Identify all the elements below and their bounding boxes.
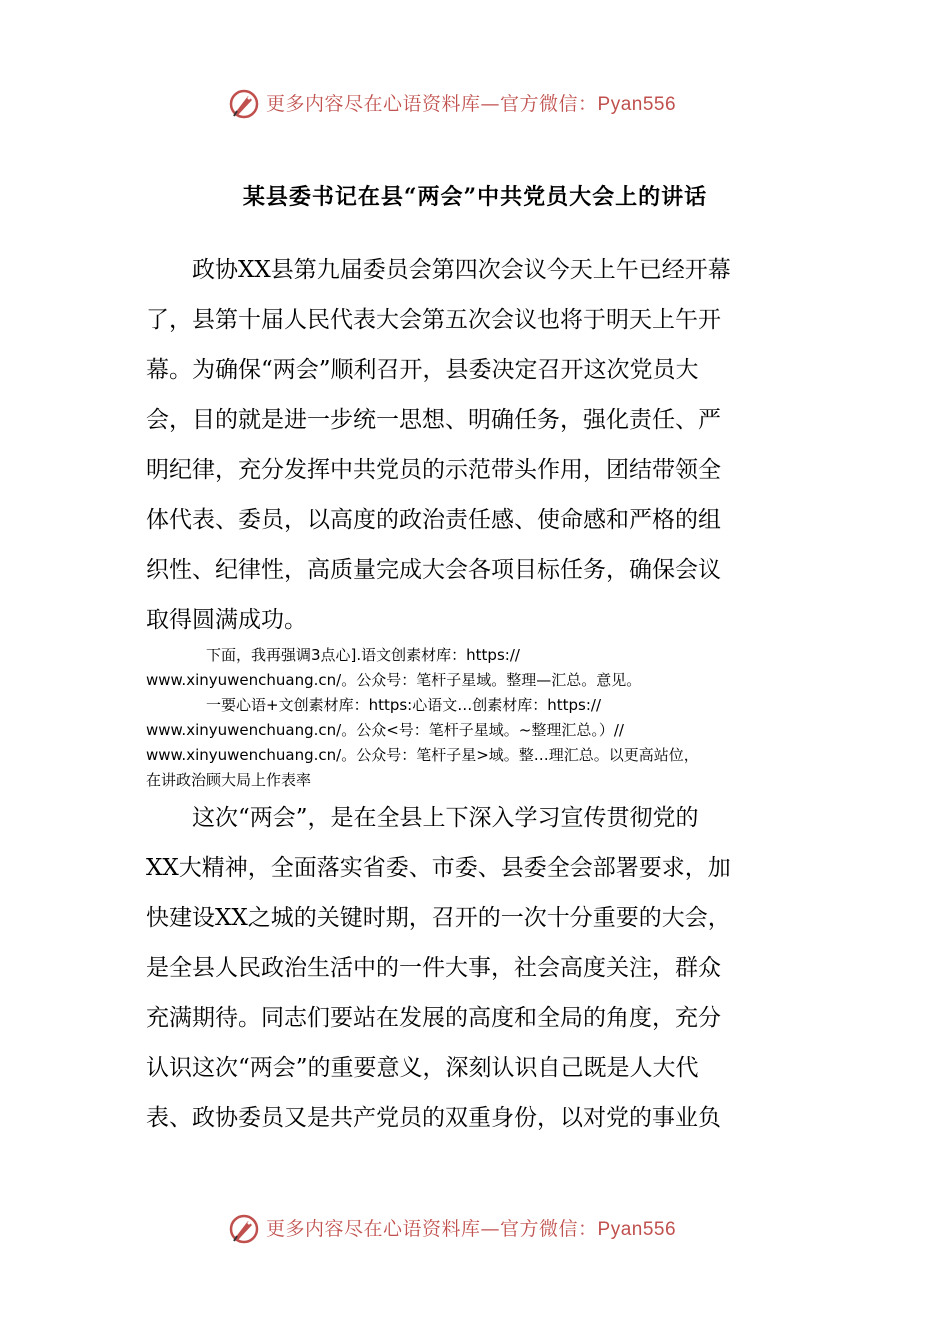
text-line: www.xinyuwenchuang.cn/。公众<号：笔杆子星域。~整理汇总。）// [146,721,624,739]
text-line: 会，目的就是进一步统一思想、明确任务，强化责任、严 [146,407,721,433]
pen-nib-logo-icon [226,86,262,122]
wechat-id: Pyan556 [597,1219,677,1240]
text-line: 快建设XX之城的关键时期，召开的一次十分重要的大会， [146,905,731,931]
text-line: 是全县人民政治生活中的一件大事，社会高度关注，群众 [146,955,721,981]
footer-banner [0,1209,950,1249]
pen-nib-logo-icon [226,1211,262,1247]
paragraph-1 [146,245,731,645]
header-banner [0,84,950,124]
text-line: 一要心语+文创素材库：https:心语文…创素材库：https:// [146,696,601,714]
text-line: www.xinyuwenchuang.cn/。公众号：笔杆子星域。整理—汇总。意见。 [146,671,642,689]
banner-text: 更多内容尽在心语资料库—官方微信：Pyan556 [266,93,677,115]
text-line: 在讲政治顾大局上作表率 [146,771,312,789]
text-line: XX大精神，全面落实省委、市委、县委全会部署要求，加 [146,855,731,881]
text-line: 织性、纪律性，高质量完成大会各项目标任务，确保会议 [146,557,721,583]
text-line: 表、政协委员又是共产党员的双重身份，以对党的事业负 [146,1105,721,1131]
paragraph-2 [146,793,731,1143]
wechat-id: Pyan556 [597,94,677,115]
text-line: 认识这次“两会”的重要意义，深刻认识自己既是人大代 [146,1055,699,1081]
banner-text: 更多内容尽在心语资料库—官方微信：Pyan556 [266,1218,677,1240]
inserted-ad-block [146,643,699,793]
text-line: 取得圆满成功。 [146,607,307,633]
text-line: 明纪律，充分发挥中共党员的示范带头作用，团结带领全 [146,457,721,483]
text-line: 政协XX县第九届委员会第四次会议今天上午已经开幕 [146,257,731,283]
text-line: 充满期待。同志们要站在发展的高度和全局的角度，充分 [146,1005,721,1031]
document-title: 某县委书记在县“两会”中共党员大会上的讲话 [242,184,708,210]
text-line: www.xinyuwenchuang.cn/。公众号：笔杆子星>域。整…理汇总。以更高站位， [146,746,699,764]
text-line: 体代表、委员，以高度的政治责任感、使命感和严格的组 [146,507,721,533]
text-line: 这次“两会”，是在全县上下深入学习宣传贯彻党的 [146,805,699,831]
text-line: 幕。为确保“两会”顺利召开，县委决定召开这次党员大 [146,357,699,383]
text-line: 了，县第十届人民代表大会第五次会议也将于明天上午开 [146,307,721,333]
text-line: 下面，我再强调3点心].语文创素材库：https:// [146,646,520,664]
